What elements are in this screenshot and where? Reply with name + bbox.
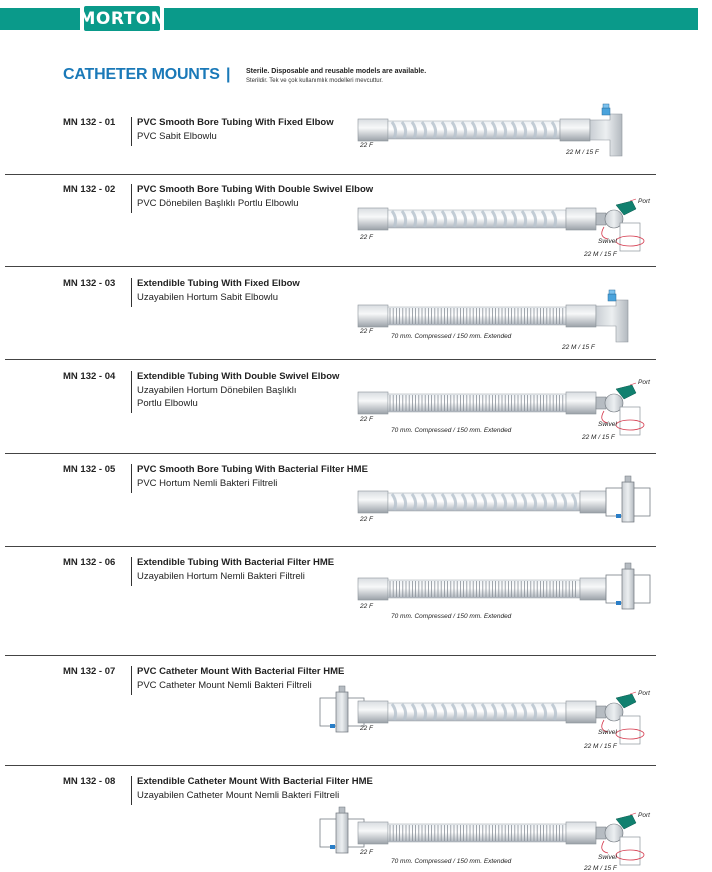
- row-divider: [5, 174, 656, 175]
- row-divider: [5, 546, 656, 547]
- product-code: MN 132 - 02: [63, 184, 116, 195]
- product-code: MN 132 - 05: [63, 464, 116, 475]
- product-name: Extendible Catheter Mount With Bacterial Filter HME: [137, 776, 373, 787]
- product-subtitle: Uzayabilen Hortum Sabit Elbowlu: [137, 292, 278, 303]
- product-name: PVC Smooth Bore Tubing With Double Swivel Elbow: [137, 184, 374, 195]
- connector-label-left: 22 F: [360, 516, 374, 523]
- filter-ring: [622, 569, 634, 609]
- connector-label-right: 22 M / 15 F: [584, 251, 617, 258]
- length-label: 70 mm. Compressed / 150 mm. Extended: [391, 427, 512, 434]
- product-subtitle: Uzayabilen Hortum Dönebilen Başlıklı: [137, 385, 297, 396]
- tube-cuff-left: [358, 701, 388, 723]
- product-name: Extendible Tubing With Fixed Elbow: [137, 278, 300, 289]
- length-label: 70 mm. Compressed / 150 mm. Extended: [391, 333, 512, 340]
- tube-cuff-right: [566, 208, 596, 230]
- port-label: Port: [638, 812, 650, 819]
- filter-ring: [622, 482, 634, 522]
- connector-label-left: 22 F: [360, 142, 374, 149]
- row-divider: [5, 453, 656, 454]
- product-code: MN 132 - 07: [63, 666, 116, 677]
- code-separator: [131, 776, 132, 805]
- tube-cuff-left: [358, 822, 388, 844]
- tube-cuff-left: [358, 491, 388, 513]
- row-divider: [5, 765, 656, 766]
- tube-cuff-left: [358, 208, 388, 230]
- connector-label-left: 22 F: [360, 328, 374, 335]
- tube-cuff-left: [358, 578, 388, 600]
- tube-body: [388, 824, 566, 842]
- product-name: PVC Smooth Bore Tubing With Bacterial Filter HME: [137, 464, 368, 475]
- length-label: 70 mm. Compressed / 150 mm. Extended: [391, 858, 512, 865]
- product-subtitle: Uzayabilen Catheter Mount Nemli Bakteri Filtreli: [137, 790, 340, 801]
- product-code: MN 132 - 01: [63, 117, 116, 128]
- code-separator: [131, 464, 132, 493]
- filter-ring: [336, 692, 348, 732]
- product-name: PVC Smooth Bore Tubing With Fixed Elbow: [137, 117, 334, 128]
- tube-body: [388, 394, 566, 412]
- product-illustration: [358, 476, 650, 522]
- row-divider: [5, 266, 656, 267]
- fixed-elbow: [596, 300, 628, 342]
- code-separator: [131, 557, 132, 586]
- product-illustration: [320, 686, 644, 744]
- product-name: PVC Catheter Mount With Bacterial Filter HME: [137, 666, 345, 677]
- swivel-label: Swivel: [598, 854, 617, 861]
- product-illustration: [358, 563, 650, 609]
- swivel-label: Swivel: [598, 729, 617, 736]
- product-subtitle: PVC Dönebilen Başlıklı Portlu Elbowlu: [137, 198, 299, 209]
- product-code: MN 132 - 08: [63, 776, 116, 787]
- tube-cuff-left: [358, 119, 388, 141]
- connector-label-left: 22 F: [360, 725, 374, 732]
- tube-cuff-right: [566, 701, 596, 723]
- product-subtitle: PVC Hortum Nemli Bakteri Filtreli: [137, 478, 278, 489]
- code-separator: [131, 117, 132, 146]
- tube-cuff-right: [580, 491, 610, 513]
- length-label: 70 mm. Compressed / 150 mm. Extended: [391, 613, 512, 620]
- product-code: MN 132 - 06: [63, 557, 116, 568]
- product-code: MN 132 - 03: [63, 278, 116, 289]
- connector-label-right: 22 M / 15 F: [584, 865, 617, 872]
- tube-cuff-right: [566, 392, 596, 414]
- port-label: Port: [638, 690, 650, 697]
- swivel-label: Swivel: [598, 421, 617, 428]
- filter-ring: [336, 813, 348, 853]
- sterile-note-en: Sterile. Disposable and reusable models are available.: [246, 68, 427, 75]
- brand-name: MORTON: [78, 8, 166, 29]
- port-label: Port: [638, 379, 650, 386]
- tube-cuff-right: [566, 305, 596, 327]
- connector-label-right: 22 M / 15 F: [582, 434, 615, 441]
- product-name: Extendible Tubing With Double Swivel Elbow: [137, 371, 340, 382]
- connector-label-right: 22 M / 15 F: [566, 149, 599, 156]
- connector-label-right: 22 M / 15 F: [584, 743, 617, 750]
- connector-label-left: 22 F: [360, 416, 374, 423]
- connector-label-right: 22 M / 15 F: [562, 344, 595, 351]
- product-illustration: [320, 807, 644, 865]
- tube-cuff-left: [358, 305, 388, 327]
- tube-body: [388, 307, 566, 325]
- product-code: MN 132 - 04: [63, 371, 116, 382]
- connector-label-left: 22 F: [360, 849, 374, 856]
- row-divider: [5, 359, 656, 360]
- code-separator: [131, 666, 132, 695]
- title-separator: |: [226, 66, 231, 83]
- tube-cuff-right: [566, 822, 596, 844]
- product-subtitle: PVC Catheter Mount Nemli Bakteri Filtreli: [137, 680, 312, 691]
- tube-cuff-left: [358, 392, 388, 414]
- product-subtitle: Portlu Elbowlu: [137, 398, 198, 409]
- connector-label-left: 22 F: [360, 603, 374, 610]
- tube-cuff-right: [580, 578, 610, 600]
- elbow-cap: [602, 108, 610, 115]
- connector-label-left: 22 F: [360, 234, 374, 241]
- port-label: Port: [638, 198, 650, 205]
- tube-cuff-right: [560, 119, 590, 141]
- code-separator: [131, 278, 132, 307]
- section-title: CATHETER MOUNTS: [63, 66, 220, 83]
- elbow-cap: [608, 294, 616, 301]
- product-name: Extendible Tubing With Bacterial Filter HME: [137, 557, 335, 568]
- product-subtitle: Uzayabilen Hortum Nemli Bakteri Filtreli: [137, 571, 305, 582]
- tube-body: [388, 580, 580, 598]
- row-divider: [5, 655, 656, 656]
- code-separator: [131, 184, 132, 213]
- code-separator: [131, 371, 132, 413]
- product-subtitle: PVC Sabit Elbowlu: [137, 131, 217, 142]
- sterile-note-tr: Sterildir. Tek ve çok kullanımlık modelleri mevcuttur.: [246, 78, 383, 84]
- swivel-label: Swivel: [598, 238, 617, 245]
